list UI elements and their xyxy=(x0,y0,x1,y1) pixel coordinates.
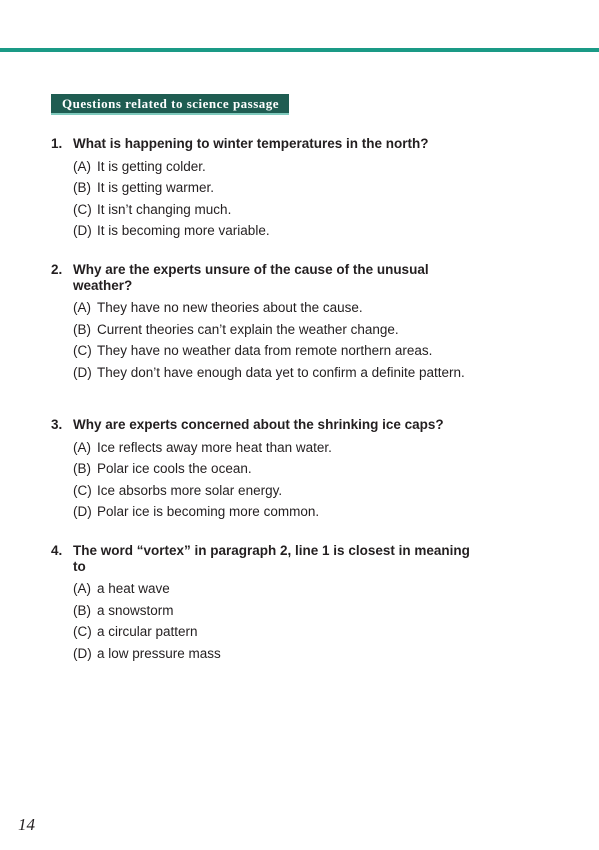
option-text: It is becoming more variable. xyxy=(97,223,270,238)
option-text: They have no new theories about the cause. xyxy=(97,300,363,315)
option-a xyxy=(73,440,471,456)
option-letter: (C) xyxy=(73,343,92,358)
option-b xyxy=(73,603,471,619)
option-b xyxy=(73,461,471,477)
option-c xyxy=(73,343,471,359)
section-header: Questions related to science passage xyxy=(51,94,289,113)
option-text: a circular pattern xyxy=(97,624,198,639)
question-number: 3. xyxy=(51,417,63,432)
question-text: What is happening to winter temperatures in the north? xyxy=(73,136,429,151)
option-a xyxy=(73,159,471,175)
option-text: Polar ice is becoming more common. xyxy=(97,504,320,519)
option-letter: (A) xyxy=(73,581,91,596)
question-number: 1. xyxy=(51,136,63,151)
option-c xyxy=(73,624,471,640)
option-list xyxy=(51,581,471,661)
option-c xyxy=(73,483,471,499)
option-letter: (B) xyxy=(73,321,91,337)
question-text: The word “vortex” in paragraph 2, line 1 is closest in meaning to xyxy=(73,543,470,574)
option-letter: (C) xyxy=(73,482,92,498)
option-text: They don’t have enough data yet to confirm a definite pattern. xyxy=(97,364,465,380)
option-list xyxy=(51,300,471,380)
question-number: 2. xyxy=(51,262,63,277)
option-letter: (A) xyxy=(73,439,91,455)
option-text: a low pressure mass xyxy=(97,645,221,661)
option-letter: (A) xyxy=(73,158,91,174)
question-text: Why are the experts unsure of the cause of the unusual weather? xyxy=(73,262,429,293)
option-list xyxy=(51,440,471,520)
option-letter: (B) xyxy=(73,461,91,476)
top-accent-rule xyxy=(0,48,599,52)
option-text: It is getting colder. xyxy=(97,158,206,174)
option-text: Ice reflects away more heat than water. xyxy=(97,439,332,455)
question-text: Why are experts concerned about the shrinking ice caps? xyxy=(73,417,444,432)
option-letter: (B) xyxy=(73,602,91,618)
option-a xyxy=(73,300,471,316)
option-letter: (D) xyxy=(73,223,92,238)
option-b xyxy=(73,180,471,196)
option-d xyxy=(73,365,471,381)
option-d xyxy=(73,646,471,662)
option-letter: (C) xyxy=(73,201,92,217)
option-text: a snowstorm xyxy=(97,602,174,618)
option-letter: (D) xyxy=(73,504,92,519)
page-number: 14 xyxy=(18,815,35,834)
question-4 xyxy=(51,543,471,667)
option-letter: (B) xyxy=(73,180,91,195)
option-text: a heat wave xyxy=(97,581,170,596)
option-letter: (A) xyxy=(73,300,91,315)
option-text: It is getting warmer. xyxy=(97,180,215,195)
option-d xyxy=(73,223,471,239)
option-b xyxy=(73,322,471,338)
option-a xyxy=(73,581,471,597)
option-letter: (D) xyxy=(73,364,92,380)
option-text: Ice absorbs more solar energy. xyxy=(97,482,283,498)
option-c xyxy=(73,202,471,218)
option-text: It isn’t changing much. xyxy=(97,201,232,217)
question-3 xyxy=(51,417,471,526)
option-letter: (D) xyxy=(73,645,92,661)
option-text: They have no weather data from remote northern areas. xyxy=(97,343,433,358)
question-1 xyxy=(51,136,471,245)
question-2 xyxy=(51,262,471,386)
question-stem xyxy=(51,543,471,574)
option-list xyxy=(51,159,471,239)
question-number: 4. xyxy=(51,543,63,558)
question-stem xyxy=(51,262,471,293)
option-text: Current theories can’t explain the weather change. xyxy=(97,321,399,337)
question-stem xyxy=(51,417,471,433)
option-d xyxy=(73,504,471,520)
option-text: Polar ice cools the ocean. xyxy=(97,461,252,476)
option-letter: (C) xyxy=(73,624,92,639)
question-stem xyxy=(51,136,471,152)
